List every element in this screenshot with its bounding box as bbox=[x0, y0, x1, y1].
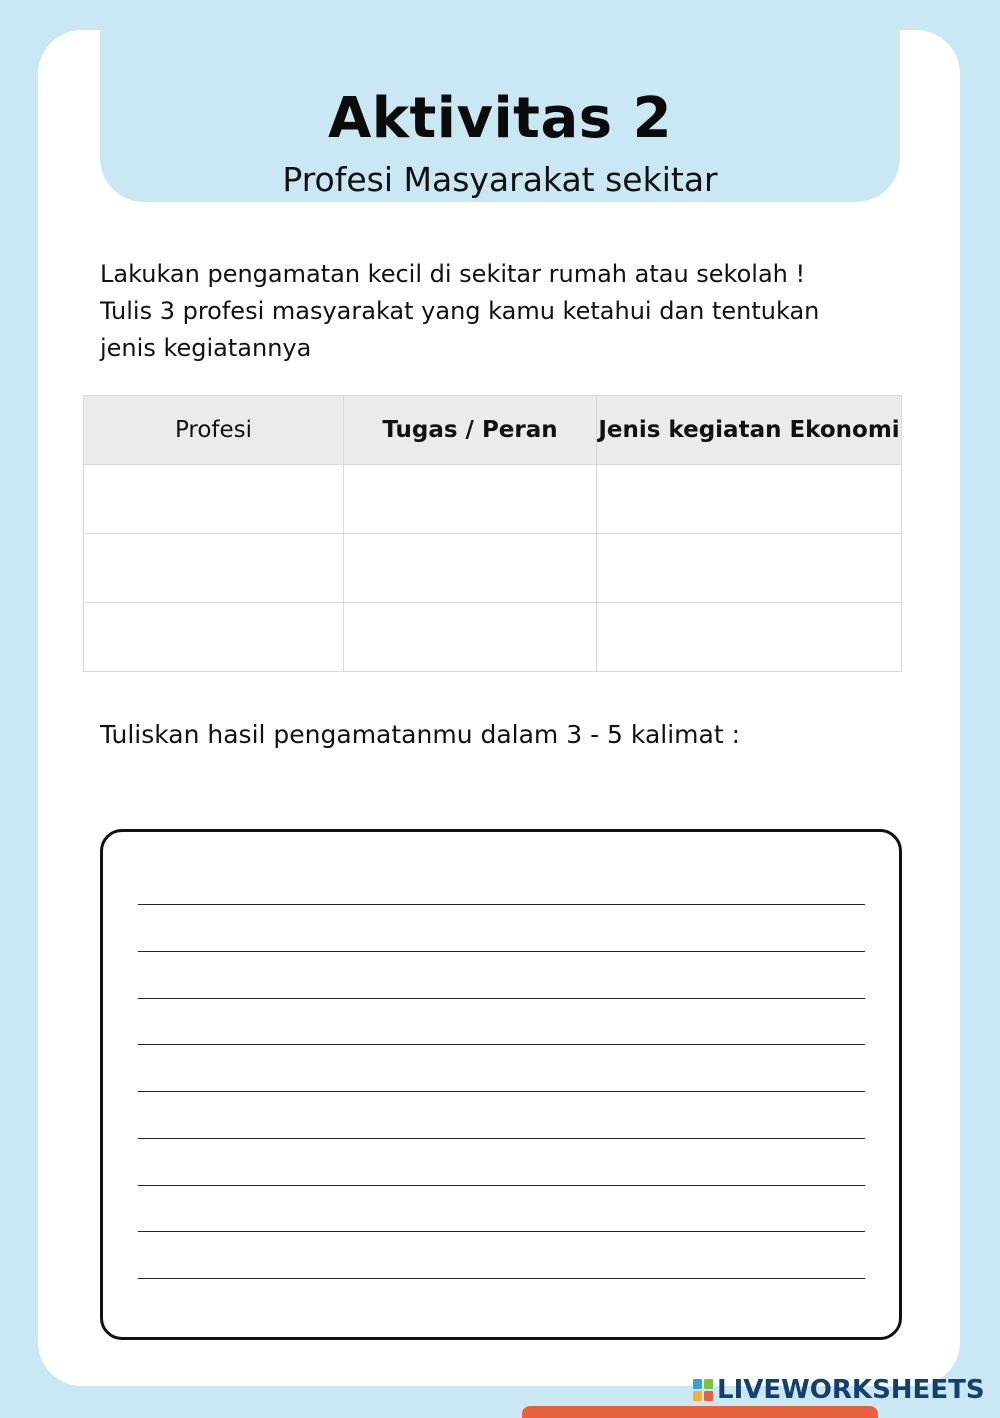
logo-tile bbox=[704, 1379, 713, 1389]
writing-line bbox=[138, 904, 865, 905]
column-header-profesi: Profesi bbox=[84, 396, 344, 465]
logo-tile bbox=[704, 1391, 713, 1401]
answer-cell[interactable] bbox=[84, 534, 344, 603]
answer-cell[interactable] bbox=[597, 603, 902, 672]
table-row bbox=[84, 603, 902, 672]
answer-cell[interactable] bbox=[84, 603, 344, 672]
answer-cell[interactable] bbox=[344, 534, 597, 603]
writing-line bbox=[138, 1185, 865, 1186]
liveworksheets-logo-icon bbox=[693, 1379, 713, 1401]
writing-prompt: Tuliskan hasil pengamatanmu dalam 3 - 5 kalimat : bbox=[100, 720, 741, 749]
writing-line bbox=[138, 1091, 865, 1092]
logo-tile bbox=[693, 1379, 702, 1389]
answer-cell[interactable] bbox=[597, 465, 902, 534]
instruction-line: Tulis 3 profesi masyarakat yang kamu ketahui dan tentukan bbox=[100, 297, 820, 325]
answer-cell[interactable] bbox=[344, 603, 597, 672]
page-subtitle: Profesi Masyarakat sekitar bbox=[282, 160, 718, 199]
writing-line bbox=[138, 1278, 865, 1279]
table-row bbox=[84, 534, 902, 603]
observation-table bbox=[83, 395, 902, 672]
liveworksheets-brand[interactable] bbox=[693, 1375, 985, 1405]
writing-line bbox=[138, 998, 865, 999]
bottom-accent-strip bbox=[522, 1406, 878, 1418]
table-header-row bbox=[84, 396, 902, 465]
brand-name: LIVEWORKSHEETS bbox=[717, 1375, 985, 1405]
column-header-tugas: Tugas / Peran bbox=[344, 396, 597, 465]
activity-header bbox=[100, 30, 900, 202]
writing-line bbox=[138, 1231, 865, 1232]
table-row bbox=[84, 465, 902, 534]
instructions bbox=[100, 256, 900, 367]
answer-cell[interactable] bbox=[344, 465, 597, 534]
column-header-jenis: Jenis kegiatan Ekonomi bbox=[597, 396, 902, 465]
instruction-line: jenis kegiatannya bbox=[100, 334, 312, 362]
writing-box[interactable] bbox=[100, 829, 902, 1340]
writing-line bbox=[138, 951, 865, 952]
logo-tile bbox=[693, 1391, 702, 1401]
page-title: Aktivitas 2 bbox=[327, 86, 673, 151]
writing-line bbox=[138, 1044, 865, 1045]
instruction-line: Lakukan pengamatan kecil di sekitar rumah atau sekolah ! bbox=[100, 260, 806, 288]
answer-cell[interactable] bbox=[597, 534, 902, 603]
writing-line bbox=[138, 1138, 865, 1139]
answer-cell[interactable] bbox=[84, 465, 344, 534]
